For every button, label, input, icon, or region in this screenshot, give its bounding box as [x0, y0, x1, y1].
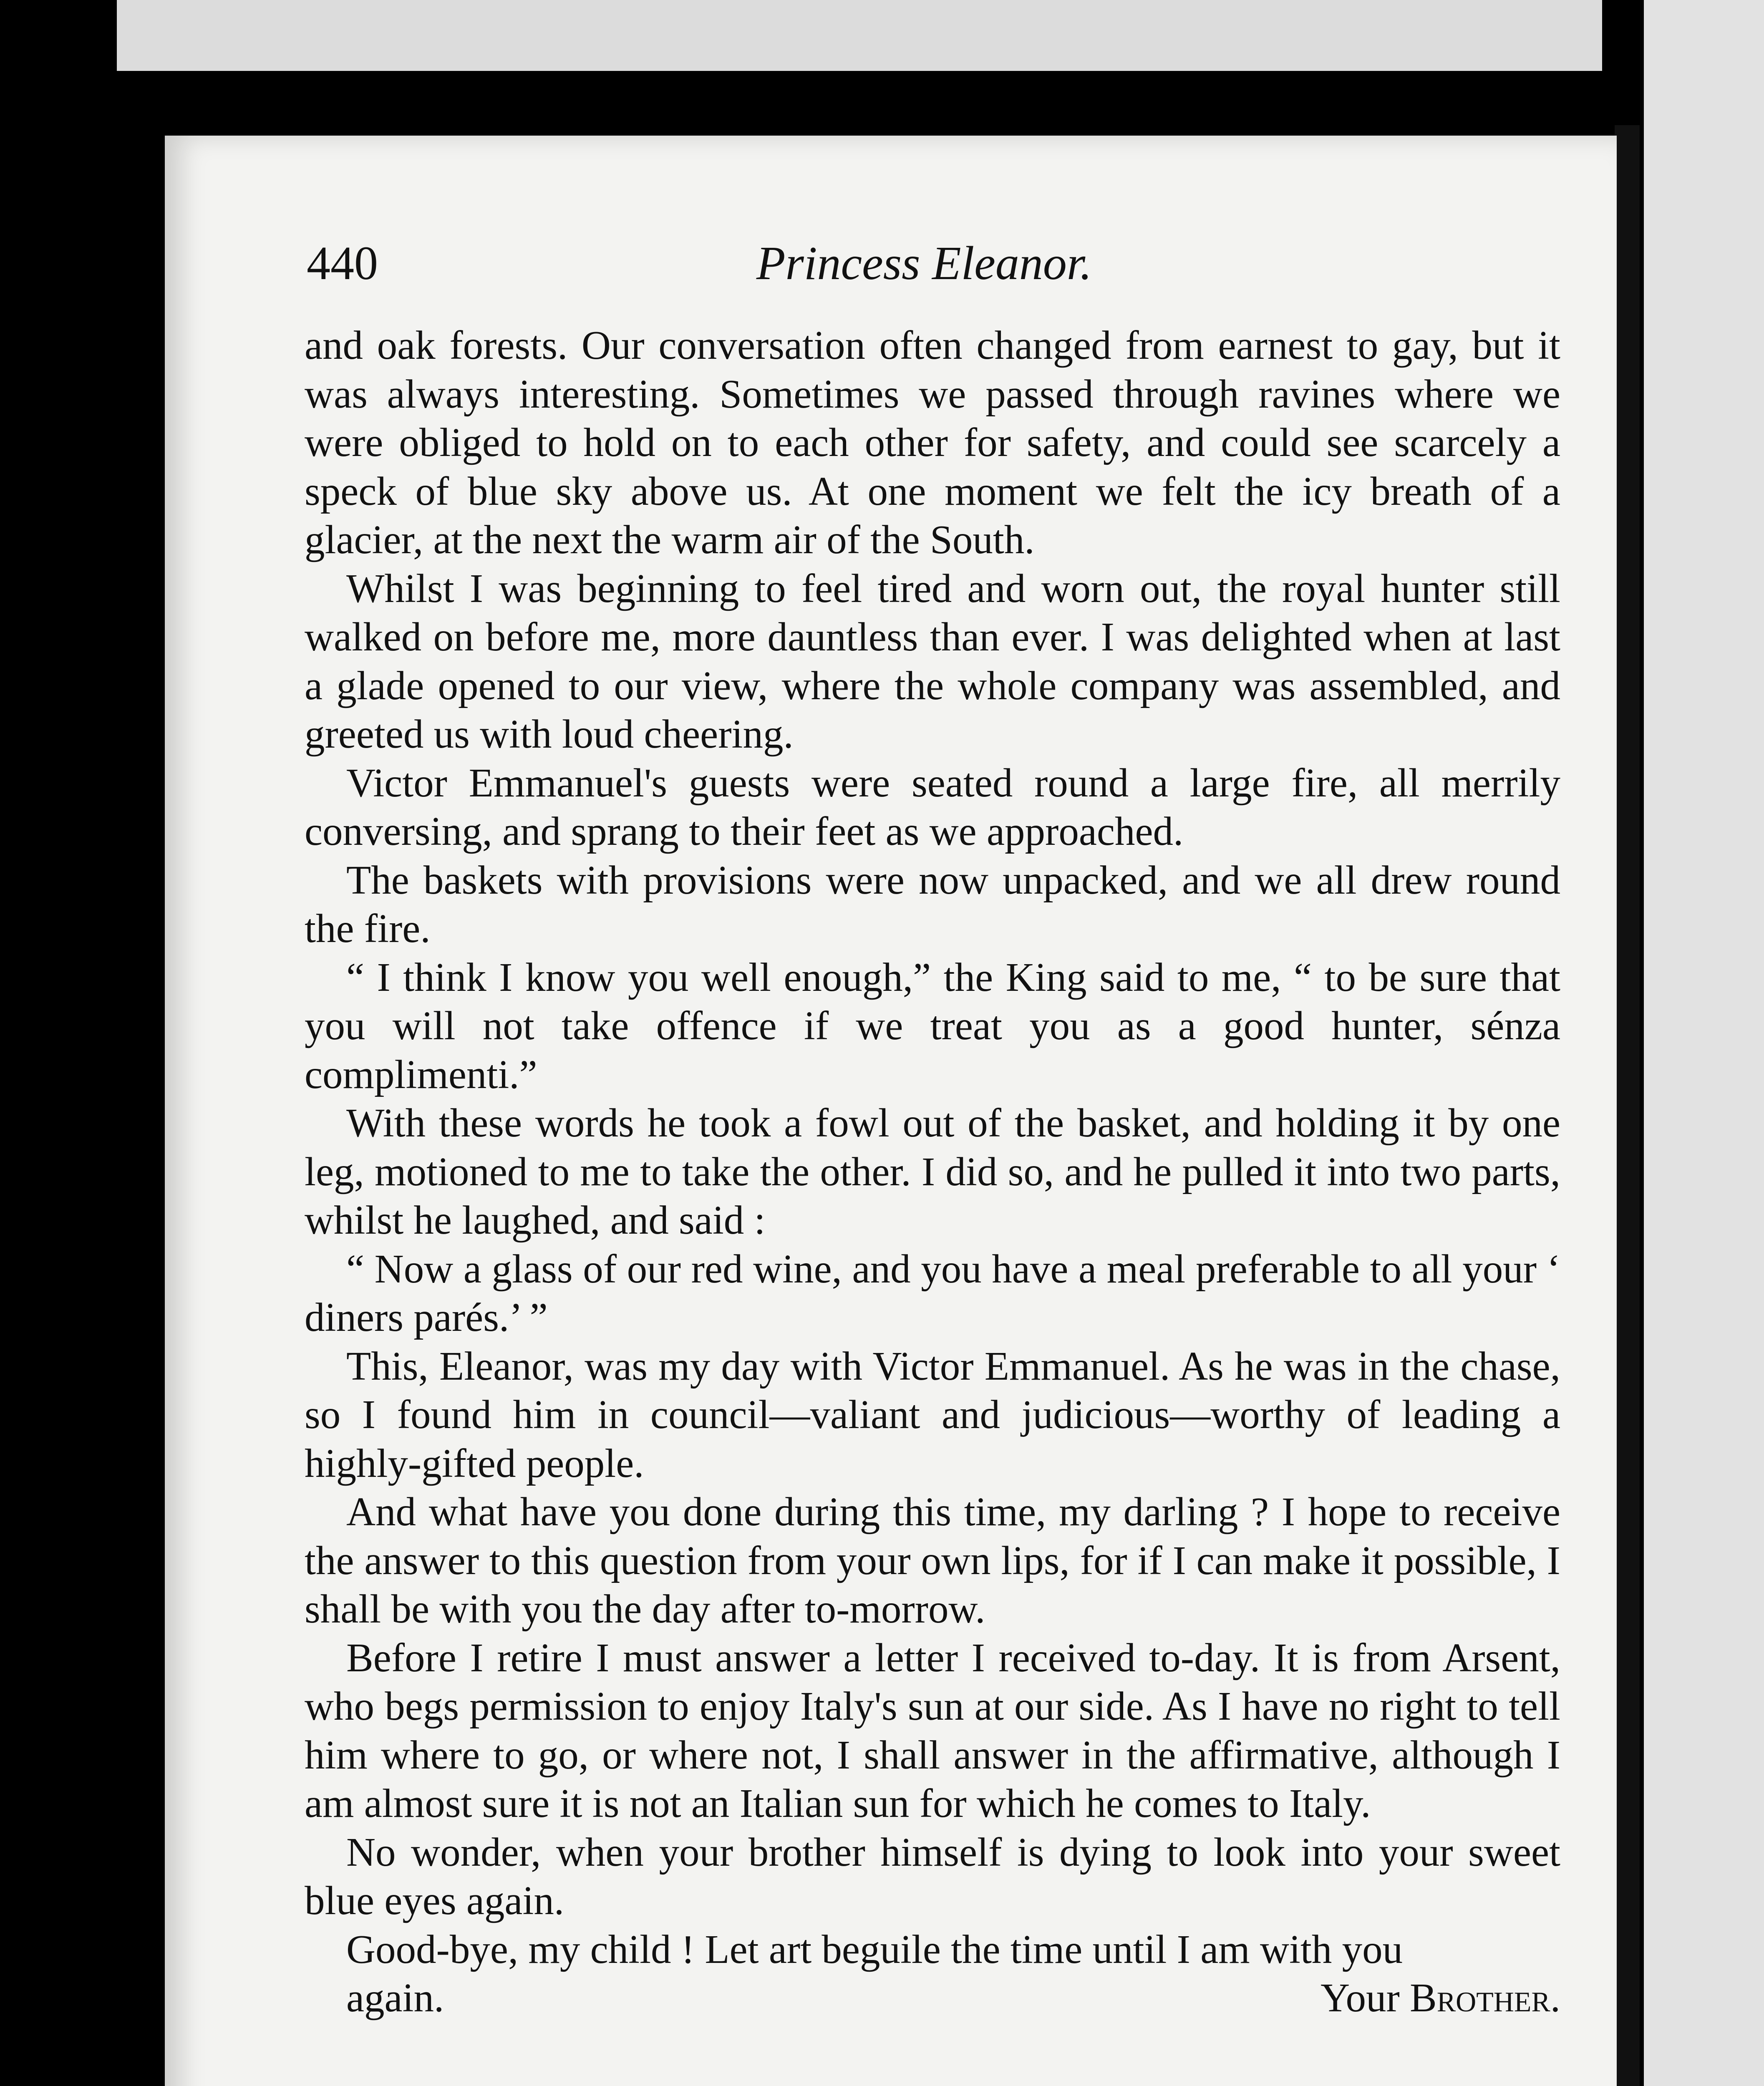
signature-prefix: Your	[1320, 1975, 1410, 2020]
paragraph: Good-bye, my child ! Let art beguile the time until I am with you	[346, 1927, 1403, 1972]
paragraph: “ I think I know you well enough,” the King said to me, “ to be sure that you will not take offence if we treat you as a good hunter, sénza complimenti.”	[305, 955, 1560, 1097]
paragraph: No wonder, when your brother himself is dying to look into your sweet blue eyes again.	[305, 1829, 1560, 1923]
paragraph: Victor Emmanuel's guests were seated round a large fire, all merrily conversing, and sprang to their feet as we approached.	[305, 760, 1560, 854]
scan-top-edge	[117, 0, 1602, 71]
paragraph: With these words he took a fowl out of the basket, and holding it by one leg, motioned to me to take the other. I did so, and he pulled it into two parts, whilst he laughed, and said :	[305, 1101, 1560, 1242]
paragraph: “ Now a glass of our red wine, and you have a meal preferable to all your ‘ diners parés.’ ”	[305, 1246, 1560, 1340]
page-body	[305, 321, 1560, 2086]
paragraph: Before I retire I must answer a letter I received to-day. It is from Arsent, who begs permission to enjoy Italy's sun at our side. As I have no right to tell him where to go, or where not, I shall answer in the affirmative, although I am almost sure it is not an Italian sun for which he comes to Italy.	[305, 1635, 1560, 1826]
scan-right-edge	[1644, 0, 1764, 2086]
page-header	[307, 236, 1542, 294]
signoff-left: again.	[346, 1975, 444, 2020]
paragraph: and oak forests. Our conversation often changed from earnest to gay, but it was always interesting. Sometimes we passed through ravines where we were obliged to hold on to each other for safety, and could see scarcely a speck of blue sky above us. At one moment we felt the icy breath of a glacier, at the next the warm air of the South.	[305, 323, 1560, 562]
page-number: 440	[307, 237, 378, 290]
signature-name: Brother.	[1410, 1975, 1560, 2020]
paragraph: Whilst I was beginning to feel tired and worn out, the royal hunter still walked on before me, more dauntless than ever. I was delighted when at last a glade opened to our view, where the whole company was assembled, and greeted us with loud cheering.	[305, 566, 1560, 756]
running-title: Princess Eleanor.	[756, 237, 1092, 290]
paragraph: The baskets with provisions were now unpacked, and we all drew round the fire.	[305, 857, 1560, 951]
letter-signoff	[305, 1974, 1560, 2023]
book-page	[165, 136, 1617, 2086]
paragraph: And what have you done during this time, my darling ? I hope to receive the answer to this question from your own lips, for if I can make it possible, I shall be with you the day after to-morrow.	[305, 1489, 1560, 1631]
page-binding-shadow	[1615, 125, 1640, 2086]
paragraph: This, Eleanor, was my day with Victor Emmanuel. As he was in the chase, so I found him in council—valiant and judicious—worthy of leading a highly-gifted people.	[305, 1343, 1560, 1486]
signature	[1279, 1974, 1560, 2023]
